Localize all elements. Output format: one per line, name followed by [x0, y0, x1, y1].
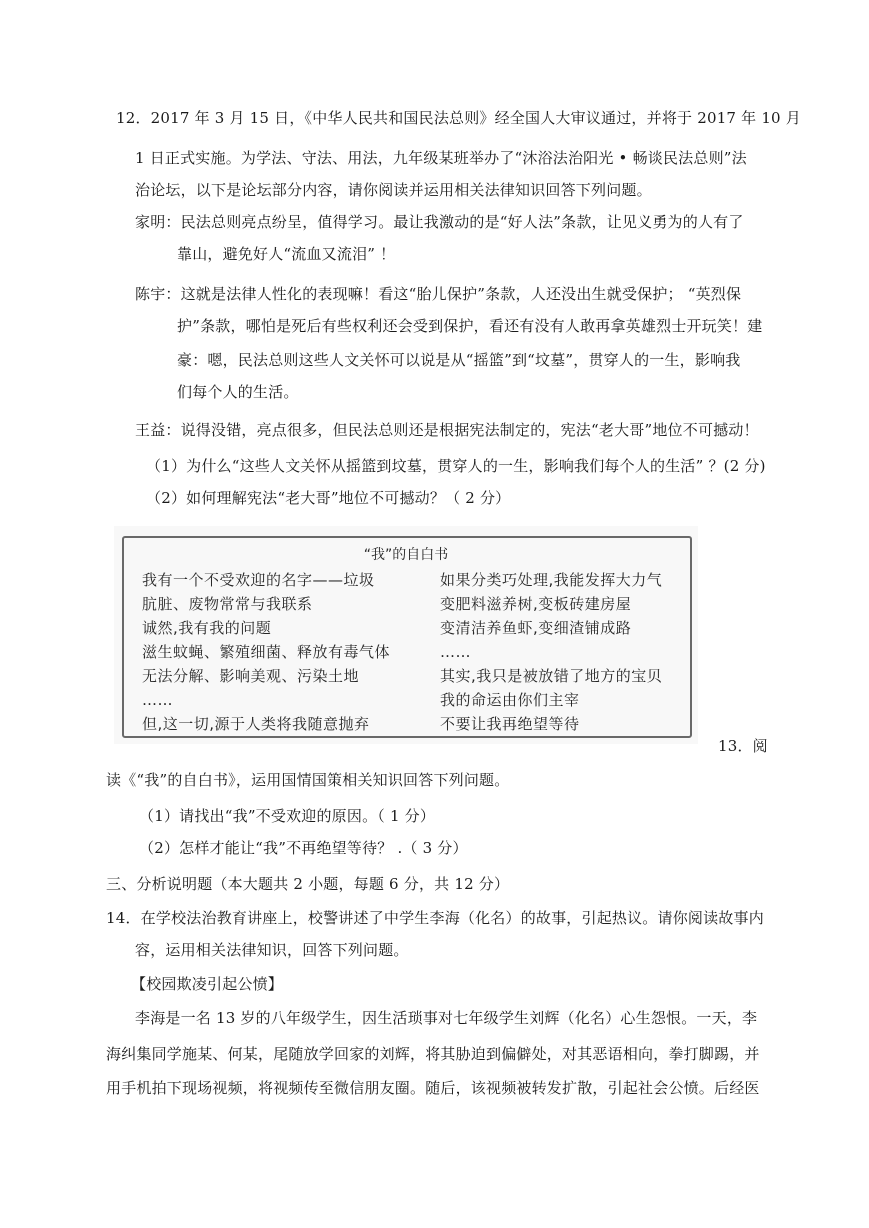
box-right-line-3: 变清洁养鱼虾,变细渣铺成路	[440, 619, 632, 637]
section-3-heading: 三、分析说明题（本大题共 2 小题，每题 6 分，共 12 分）	[106, 875, 510, 893]
q14-subtitle: 【校园欺凌引起公愤】	[131, 975, 284, 993]
q12-subquestion-2: （2）如何理解宪法“老大哥”地位不可撼动？（ 2 分）	[146, 489, 511, 507]
q14-paragraph-line-2: 海纠集同学施某、何某，尾随放学回家的刘辉，将其胁迫到偏僻处，对其恶语相向，拳打脚踢，并	[106, 1045, 760, 1063]
q12-chenyu-line-4: 们每个人的生活。	[177, 383, 299, 401]
box-left-line-5: 无法分解、影响美观、污染土地	[142, 667, 360, 685]
box-left-line-3: 诚然,我有我的问题	[142, 619, 272, 637]
q14-paragraph-line-3: 用手机拍下现场视频，将视频传至微信朋友圈。随后，该视频被转发扩散，引起社会公愤。后经医	[106, 1079, 760, 1097]
box-right-line-7: 不要让我再绝望等待	[440, 715, 580, 733]
box-right-line-6: 我的命运由你们主宰	[440, 691, 580, 709]
box-left-line-7: 但,这一切,源于人类将我随意抛弃	[142, 715, 370, 733]
q12-subquestion-1: （1）为什么“这些人文关怀从摇篮到坟墓，贯穿人的一生，影响我们每个人的生活” ？(2 分)	[146, 457, 766, 475]
q13-number: 13．阅	[718, 737, 768, 755]
q12-jiaming-line-2: 靠山，避免好人“流血又流泪” ！	[177, 245, 396, 263]
q13-line-1: 读《“我”的自白书》，运用国情国策相关知识回答下列问题。	[106, 771, 510, 789]
q12-chenyu-line-3: 豪：嗯，民法总则这些人文关怀可以说是从“摇篮”到“坟墓”，贯穿人的一生，影响我	[177, 351, 741, 369]
box-right-line-4: ……	[440, 643, 471, 661]
q13-subquestion-2: （2）怎样才能让“我”不再绝望等待？ .（ 3 分）	[139, 839, 468, 857]
confession-box	[114, 526, 698, 744]
box-right-line-2: 变肥料滋养树,变板砖建房屋	[440, 595, 632, 613]
q12-line-1: 12．2017 年 3 月 15 日，《中华人民共和国民法总则》经全国人大审议通过，并将于 2017 年 10 月	[116, 109, 801, 127]
box-left-line-1: 我有一个不受欢迎的名字——垃圾	[142, 571, 375, 589]
confession-box-title: “我”的自白书	[363, 547, 449, 563]
q12-chenyu-line-1: 陈宇：这就是法律人性化的表现嘛！看这“胎儿保护”条款，人还没出生就受保护； “英烈保	[135, 285, 742, 303]
q13-subquestion-1: （1）请找出“我”不受欢迎的原因。（ 1 分）	[139, 807, 436, 825]
box-left-line-6: ……	[142, 691, 173, 709]
q12-line-2: 1 日正式实施。为学法、守法、用法，九年级某班举办了“沐浴法治阳光 • 畅谈民法总则”法	[135, 149, 747, 167]
box-left-line-2: 肮脏、废物常常与我联系	[142, 595, 313, 613]
q14-paragraph-line-1: 李海是一名 13 岁的八年级学生，因生活琐事对七年级学生刘辉（化名）心生怨恨。一天，李	[135, 1009, 758, 1027]
box-left-line-4: 滋生蚊蝇、繁殖细菌、释放有毒气体	[142, 643, 391, 661]
box-right-line-5: 其实,我只是被放错了地方的宝贝	[440, 667, 663, 685]
q14-line-2: 容，运用相关法律知识，回答下列问题。	[135, 941, 409, 959]
q14-line-1: 14．在学校法治教育讲座上，校警讲述了中学生李海（化名）的故事，引起热议。请你阅读故事内	[106, 909, 764, 927]
q12-jiaming-line-1: 家明：民法总则亮点纷呈，值得学习。最让我激动的是“好人法”条款，让见义勇为的人有了	[135, 213, 744, 231]
q12-line-3: 治论坛，以下是论坛部分内容，请你阅读并运用相关法律知识回答下列问题。	[135, 181, 652, 199]
box-right-line-1: 如果分类巧处理,我能发挥大力气	[440, 571, 663, 589]
q12-wangyi-line: 王益：说得没错，亮点很多，但民法总则还是根据宪法制定的，宪法“老大哥”地位不可撼动！	[135, 421, 759, 439]
q12-chenyu-line-2: 护”条款，哪怕是死后有些权利还会受到保护，看还有没有人敢再拿英雄烈士开玩笑！建	[177, 317, 763, 335]
